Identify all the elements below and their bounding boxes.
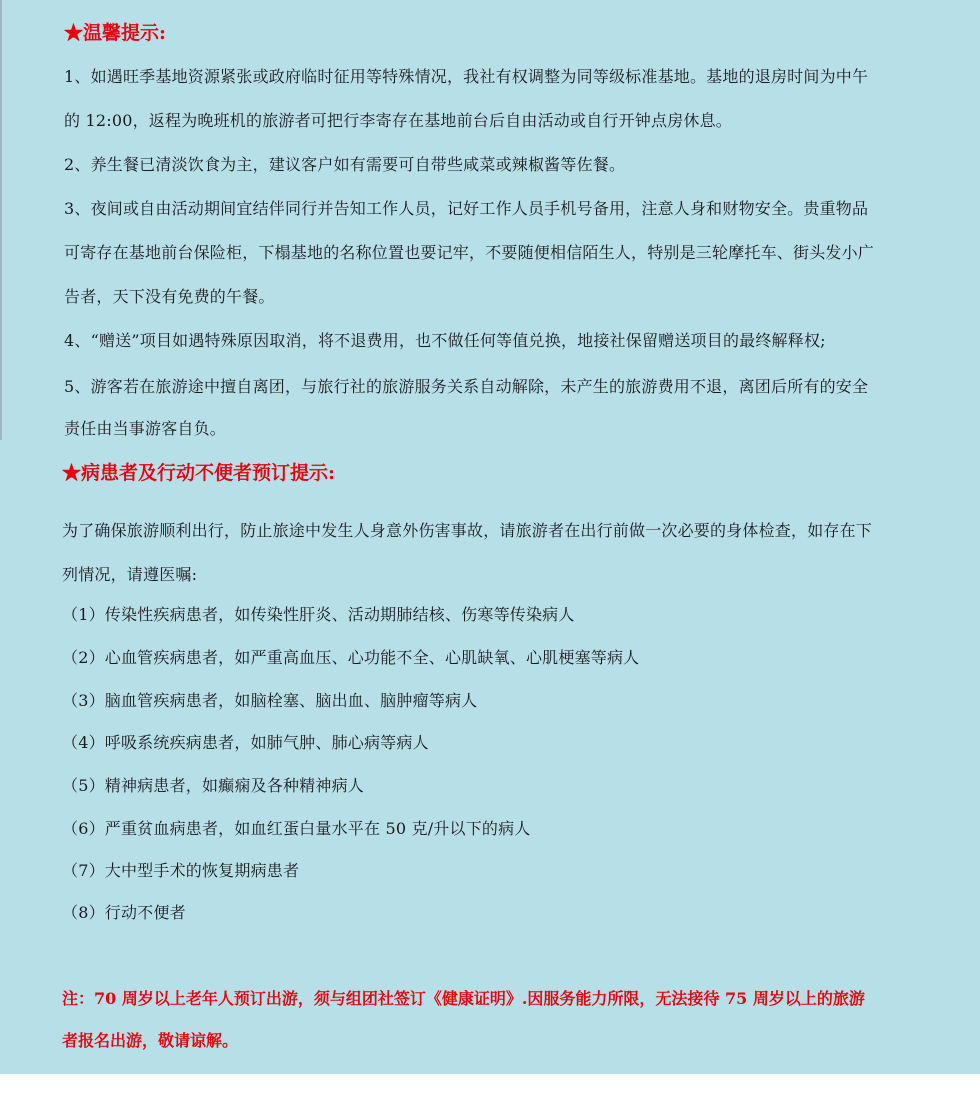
warm-tips-line: 2、养生餐已清淡饮食为主，建议客户如有需要可自带些咸菜或辣椒酱等佐餐。	[64, 155, 626, 174]
health-condition-item: （8）行动不便者	[62, 903, 186, 922]
health-notice-intro: 列情况，请遵医嘱:	[62, 565, 198, 584]
warm-tips-line: 的 12:00，返程为晚班机的旅游者可把行李寄存在基地前台后自由活动或自行开钟点房休息。	[64, 111, 732, 130]
health-condition-item: （5）精神病患者，如癫痫及各种精神病人	[62, 776, 364, 795]
health-condition-item: （2）心血管疾病患者，如严重高血压、心功能不全、心肌缺氧、心肌梗塞等病人	[62, 648, 640, 667]
health-notice-intro: 为了确保旅游顺利出行，防止旅途中发生人身意外伤害事故，请旅游者在出行前做一次必要的身体检查，如存在下	[62, 521, 873, 540]
warm-tips-line: 3、夜间或自由活动期间宜结伴同行并告知工作人员，记好工作人员手机号备用，注意人身和财物安全。贵重物品	[64, 199, 869, 218]
health-notice-title: ★病患者及行动不便者预订提示:	[62, 462, 336, 484]
warm-tips-line: 1、如遇旺季基地资源紧张或政府临时征用等特殊情况，我社有权调整为同等级标准基地。基地的退房时间为中午	[64, 67, 869, 86]
warm-tips-line: 5、游客若在旅游途中擅自离团，与旅行社的旅游服务关系自动解除，未产生的旅游费用不退，离团后所有的安全	[64, 377, 869, 396]
health-condition-item: （6）严重贫血病患者，如血红蛋白量水平在 50 克/升以下的病人	[62, 819, 531, 838]
warm-tips-line: 责任由当事游客自负。	[64, 419, 227, 438]
warm-tips-panel	[0, 0, 980, 440]
warm-tips-line: 可寄存在基地前台保险柜，下榻基地的名称位置也要记牢，不要随便相信陌生人，特别是三轮摩托车、街头发小广	[64, 243, 875, 262]
health-condition-item: （1）传染性疾病患者，如传染性肝炎、活动期肺结核、伤寒等传染病人	[62, 605, 575, 624]
warm-tips-line: 4、“赠送”项目如遇特殊原因取消，将不退费用，也不做任何等值兑换，地接社保留赠送项目的最终解释权;	[64, 331, 826, 350]
health-condition-item: （4）呼吸系统疾病患者，如肺气肿、肺心病等病人	[62, 733, 429, 752]
age-restriction-note: 者报名出游，敬请谅解。	[62, 1031, 239, 1050]
warm-tips-title: ★温馨提示:	[64, 22, 167, 44]
warm-tips-line: 告者，天下没有免费的午餐。	[64, 287, 275, 306]
health-condition-item: （7）大中型手术的恢复期病患者	[62, 861, 300, 880]
health-condition-item: （3）脑血管疾病患者，如脑栓塞、脑出血、脑肿瘤等病人	[62, 691, 478, 710]
age-restriction-note: 注：70 周岁以上老年人预订出游，须与组团社签订《健康证明》.因服务能力所限，无法接待 75 周岁以上的旅游	[62, 989, 865, 1008]
health-notice-panel	[0, 440, 980, 1074]
